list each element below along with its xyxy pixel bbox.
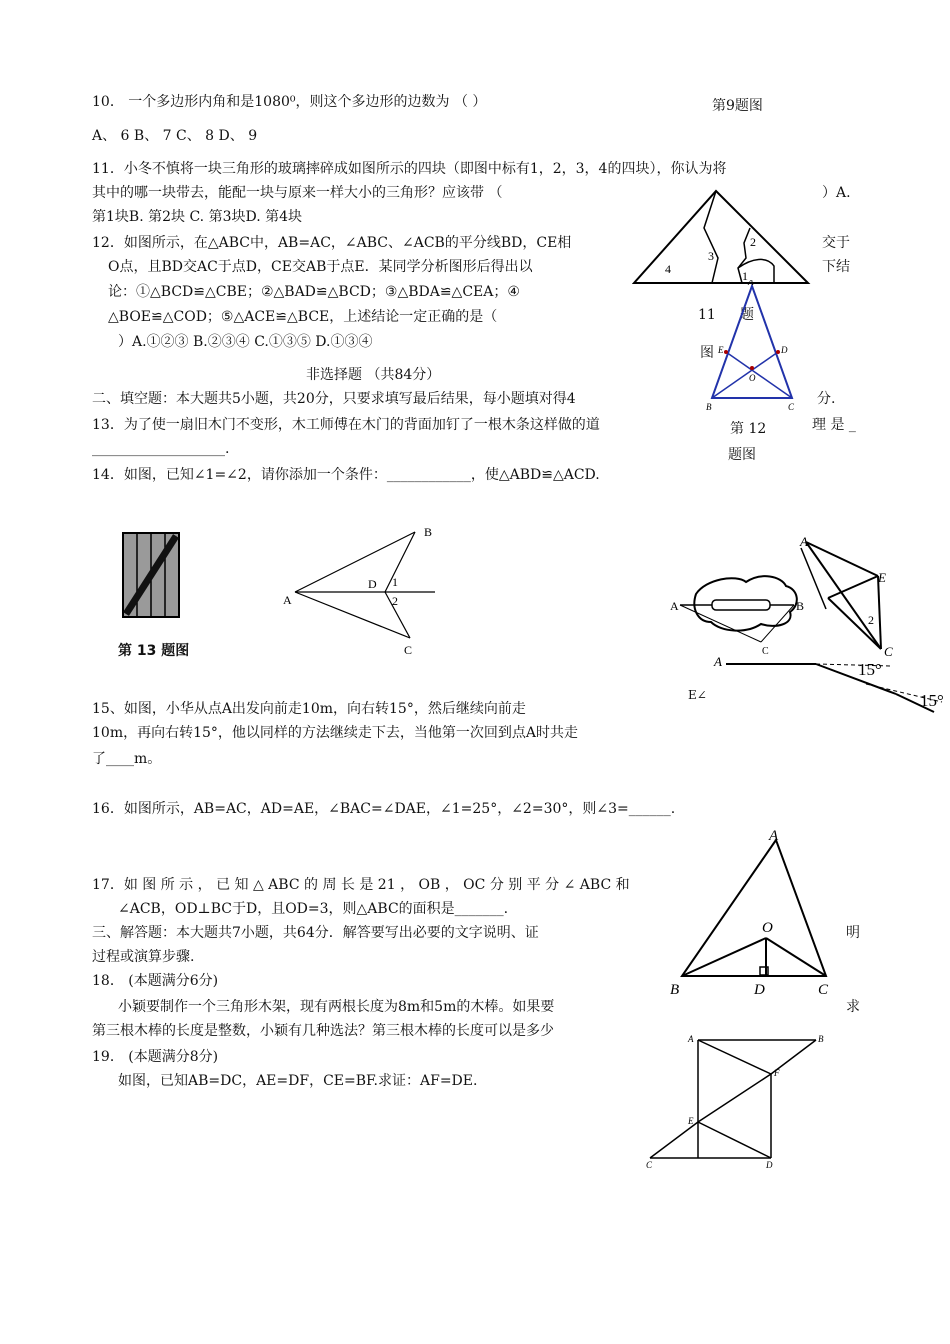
q19-point-f: F bbox=[774, 1068, 780, 1078]
q12-point-c: C bbox=[788, 402, 795, 412]
q12-caption-2: 题图 bbox=[728, 447, 756, 463]
q17-point-d: D bbox=[754, 982, 765, 998]
misc-right-2: 2 bbox=[868, 613, 874, 627]
q19-point-d: D bbox=[766, 1160, 773, 1170]
q19-figure bbox=[636, 1028, 836, 1178]
q12-caption-1: 第 12 bbox=[730, 421, 767, 437]
q11-piece-3: 3 bbox=[708, 249, 714, 263]
q12-line4: △BOE≌△COD；⑤△ACE≌△BCE，上述结论一定正确的是（ bbox=[108, 309, 498, 325]
q19-point-b: B bbox=[818, 1034, 824, 1044]
q15-angle-1: 15° bbox=[858, 660, 882, 679]
q11-line2a: 其中的哪一块带去，能配一块与原来一样大小的三角形？应该带 （ bbox=[92, 185, 503, 201]
misc-right-a: A bbox=[800, 534, 808, 549]
section3-text-a: 三、解答题：本大题共7小题，共64分．解答要写出必要的文字说明、证 bbox=[92, 925, 539, 941]
q17-line1: 17．如 图 所 示 ， 已 知 △ ABC 的 周 长 是 21 ， OB ， OC 分 别 平 分 ∠ ABC 和 bbox=[92, 877, 630, 893]
q14-angle-2: 2 bbox=[392, 594, 398, 608]
q12-line2b: 下结 bbox=[822, 259, 850, 275]
q11-line3: 第1块B. 第2块 C. 第3块D. 第4块 bbox=[92, 209, 303, 225]
q16-text: 16．如图所示，AB=AC，AD=AE，∠BAC=∠DAE，∠1=25°，∠2=30°，则∠3=______. bbox=[92, 801, 676, 817]
q10-options: A、 6 B、 7 C、 8 D、 9 bbox=[92, 128, 258, 144]
section3-text-c: 过程或演算步骤. bbox=[92, 949, 195, 965]
q14-figure bbox=[280, 520, 450, 660]
q12-point-o: O bbox=[749, 373, 756, 383]
q14-text: 14．如图，已知∠1=∠2，请你添加一个条件：____________，使△ABD≌△ACD. bbox=[92, 467, 600, 483]
q12-line1a: 12．如图所示，在△ABC中，AB=AC，∠ABC、∠ACB的平分线BD，CE相 bbox=[92, 235, 572, 251]
q11-caption-ti: 题 bbox=[740, 307, 754, 323]
q12-line3: 论：①△BCD≌△CBE；②△BAD≌△BCD；③△BDA≌△CEA；④ bbox=[108, 284, 520, 300]
q11-piece-2: 2 bbox=[750, 235, 756, 249]
misc-right-c: C bbox=[884, 644, 893, 659]
q12-point-a: A bbox=[748, 280, 754, 287]
q11-caption-number: 11 bbox=[698, 307, 716, 323]
misc-stray-label: E∠ bbox=[688, 688, 707, 702]
q11-line1: 11．小冬不慎将一块三角形的玻璃摔碎成如图所示的四块（即图中标有1，2，3，4的四块），你认为将 bbox=[92, 161, 727, 177]
misc-left-b: B bbox=[796, 599, 805, 613]
q15-start-a: A bbox=[714, 654, 722, 669]
q15-line1: 15、如图，小华从点A出发向前走10m，向右转15°，然后继续向前走 bbox=[92, 701, 526, 717]
q19-head: 19． (本题满分8分) bbox=[92, 1049, 219, 1065]
q17-point-a: A bbox=[769, 828, 779, 844]
q14-point-d: D bbox=[368, 577, 377, 591]
q19-point-c: C bbox=[646, 1160, 653, 1170]
q12-line1b: 交于 bbox=[822, 235, 850, 251]
q15-line3: 了____m。 bbox=[92, 751, 162, 767]
q12-line2a: O点，且BD交AC于点D，CE交AB于点E．某同学分析图形后得出以 bbox=[108, 259, 533, 275]
misc-left-c: C bbox=[762, 646, 769, 657]
section3-text-b: 明 bbox=[846, 925, 860, 941]
misc-right-e: E bbox=[878, 570, 886, 585]
q14-point-a: A bbox=[283, 593, 292, 607]
q17-point-o: O bbox=[762, 920, 773, 936]
section2-text-b: 分. bbox=[817, 391, 836, 407]
q12-triangle-figure bbox=[700, 280, 810, 412]
q19-point-a: A bbox=[688, 1034, 694, 1044]
misc-left-a: A bbox=[670, 599, 679, 613]
q11-caption-tu: 图 bbox=[700, 345, 714, 361]
q14-point-b: B bbox=[424, 525, 433, 539]
q13-text-b: 理 是 _ bbox=[812, 417, 856, 433]
q18-line2: 第三根木棒的长度是整数，小颖有几种选法？第三根木棒的长度可以是多少 bbox=[92, 1023, 554, 1039]
q13-caption: 第 13 题图 bbox=[118, 643, 190, 659]
q17-point-b: B bbox=[670, 982, 680, 998]
q11-piece-1: 1 bbox=[742, 269, 748, 283]
q17-line2: ∠ACB，OD⊥BC于D，且OD=3，则△ABC的面积是_______. bbox=[118, 901, 509, 917]
q11-piece-4: 4 bbox=[665, 262, 671, 276]
q18-head: 18． (本题满分6分) bbox=[92, 973, 219, 989]
q13-door-figure bbox=[120, 530, 184, 622]
q14-point-c: C bbox=[404, 643, 413, 657]
section-non-choice: 非选择题 （共84分） bbox=[306, 367, 441, 383]
q18-line1b: 求 bbox=[846, 999, 860, 1015]
fig9-caption: 第9题图 bbox=[712, 98, 763, 114]
q12-point-d: D bbox=[781, 345, 788, 355]
q10-text: 10． 一个多边形内角和是1080⁰，则这个多边形的边数为 （ ） bbox=[92, 94, 487, 110]
q17-triangle-figure bbox=[668, 826, 838, 1000]
q11-line2b: ）A. bbox=[822, 185, 851, 201]
q19-text: 如图，已知AB=DC，AE=DF，CE=BF.求证：AF=DE. bbox=[118, 1073, 478, 1089]
q12-point-e: E bbox=[718, 345, 724, 355]
q15-q16-figures bbox=[666, 534, 950, 714]
q15-angle-2: 15° bbox=[920, 691, 944, 710]
section2-text-a: 二、填空题：本大题共5小题，共20分，只要求填写最后结果，每小题填对得4 bbox=[92, 391, 576, 407]
q18-line1a: 小颖要制作一个三角形木架，现有两根长度为8m和5m的木棒。如果要 bbox=[118, 999, 555, 1015]
q12-point-b: B bbox=[706, 402, 712, 412]
q13-text-c: ___________________. bbox=[92, 441, 230, 457]
q19-point-e: E bbox=[688, 1116, 694, 1126]
q12-line5: ）A.①②③ B.②③④ C.①③⑤ D.①③④ bbox=[118, 334, 373, 350]
q15-line2: 10m，再向右转15°，他以同样的方法继续走下去，当他第一次回到点A时共走 bbox=[92, 725, 579, 741]
q14-angle-1: 1 bbox=[392, 575, 398, 589]
q17-point-c: C bbox=[818, 982, 829, 998]
q11-broken-triangle-figure bbox=[632, 188, 812, 288]
q13-text-a: 13．为了使一扇旧木门不变形，木工师傅在木门的背面加钉了一根木条这样做的道 bbox=[92, 417, 600, 433]
